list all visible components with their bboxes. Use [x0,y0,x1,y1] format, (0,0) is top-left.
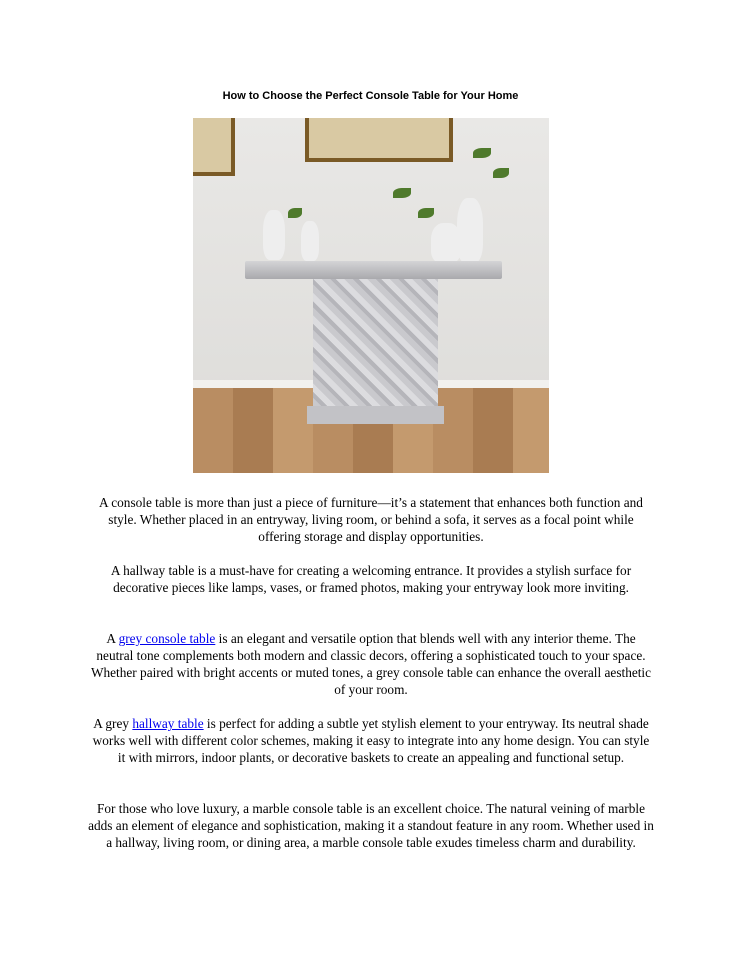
wall-frame [305,118,453,162]
plant-leaf [393,188,411,198]
plant-leaf [493,168,509,178]
paragraph-intro [88,494,654,545]
plant-leaf [288,208,302,218]
paragraph-hallway [88,562,654,596]
vase [457,198,483,263]
table-top [245,261,502,279]
wall-frame [193,118,235,176]
grey-console-table-link[interactable]: grey console table [118,631,216,646]
vase [301,221,319,261]
plant-leaf [473,148,491,158]
paragraph-grey-hallway [88,715,654,766]
table-plinth [307,406,444,424]
table-pedestal [313,279,438,406]
paragraph-text: A grey [93,716,133,731]
paragraph-text: A console table is more than just a piece of furniture—it’s a statement that enhances both function and style. Whether placed in an entryway, living room, or behind a sofa, it serves as a focal point while offering storage and display opportunities. [99,495,643,544]
vase [263,210,285,260]
paragraph-marble [88,800,654,851]
paragraph-text: For those who love luxury, a marble console table is an excellent choice. The natural veining of marble adds an element of elegance and sophistication, making it a standout feature in any room. Whether used in a hallway, living room, or dining area, a marble console table exudes timeless charm and durability. [88,801,654,850]
paragraph-text: is perfect for adding a subtle yet stylish element to your entryway. Its neutral shade works well with different color schemes, making it easy to integrate into any home design. You can style it with mirrors, indoor plants, or decorative baskets to create an appealing and functional setup. [92,716,650,765]
console-table-photo [193,118,549,473]
document-title: How to Choose the Perfect Console Table for Your Home [222,90,519,102]
hallway-table-link[interactable]: hallway table [132,716,204,731]
paragraph-grey-console [88,630,654,698]
paragraph-text: A [106,631,119,646]
paragraph-text: A hallway table is a must-have for creating a welcoming entrance. It provides a stylish surface for decorative pieces like lamps, vases, or framed photos, making your entryway look more inviting. [110,563,632,595]
plant-leaf [418,208,434,218]
paragraph-text: is an elegant and versatile option that blends well with any interior theme. The neutral tone complements both modern and classic decors, offering a sophisticated touch to your space. Whether paired with bright accents or muted tones, a grey console table can enhance the overall aesthetic of your room. [90,631,652,697]
